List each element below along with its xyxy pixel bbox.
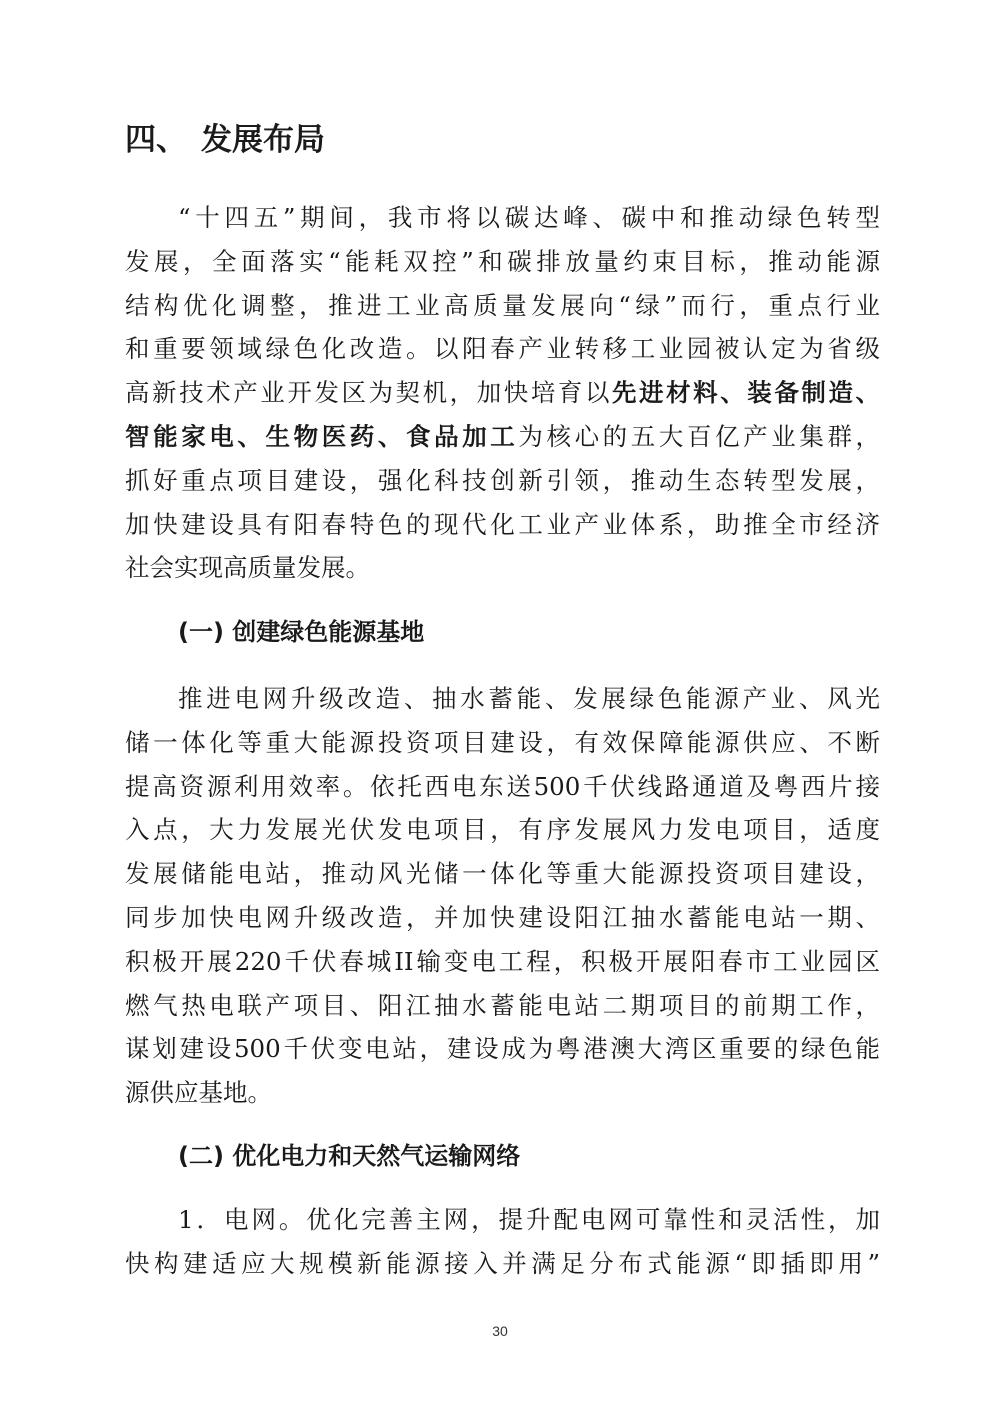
text-line: 谋划建设500千伏变电站，建设成为粤港澳大湾区重要的绿色能	[125, 1034, 880, 1064]
text-line: 加快建设具有阳春特色的现代化工业产业体系，助推全市经济	[125, 509, 880, 539]
text-line: “十四五”期间，我市将以碳达峰、碳中和推动绿色转型	[178, 203, 880, 232]
industry-biomedicine: 生物医药	[265, 421, 378, 451]
text-line: 提高资源利用效率。依托西电东送500千伏线路通道及粤西片接	[125, 771, 880, 801]
bold-separator: 、	[377, 421, 406, 451]
text-line	[125, 415, 880, 459]
subsection-heading: (二) 优化电力和天然气运输网络	[178, 1142, 521, 1170]
text-line: 入点，大力发展光伏发电项目，有序发展风力发电项目，适度	[125, 815, 880, 845]
subsection-heading: (一) 创建绿色能源基地	[178, 618, 425, 646]
text-line: 1．电网。优化完善主网，提升配电网可靠性和灵活性，加	[178, 1205, 880, 1234]
text-line: 同步加快电网升级改造，并加快建设阳江抽水蓄能电站一期、	[125, 902, 880, 932]
text-line	[125, 371, 880, 415]
text-line: 发展，全面落实“能耗双控”和碳排放量约束目标，推动能源	[125, 246, 880, 276]
text-line: 积极开展220千伏春城II输变电工程，积极开展阳春市工业园区	[125, 946, 880, 976]
text-line: 社会实现高质量发展。	[125, 553, 370, 583]
text-line: 储一体化等重大能源投资项目建设，有效保障能源供应、不断	[125, 727, 880, 757]
text-line: 源供应基地。	[125, 1078, 272, 1108]
bold-separator: 、	[237, 421, 266, 451]
industry-smart-appliances: 智能家电	[125, 421, 238, 451]
section-number: 四、	[125, 122, 187, 158]
text-line: 和重要领域绿色化改造。以阳春产业转移工业园被认定为省级	[125, 334, 880, 364]
industry-food-processing: 食品加工	[406, 421, 519, 451]
subsection-2-paragraph	[125, 1198, 880, 1286]
industry-equipment-manufacturing: 装备制造	[747, 378, 856, 408]
section-heading	[125, 118, 325, 162]
bold-separator: 、	[855, 378, 881, 408]
text-line: 结构优化调整，推进工业高质量发展向“绿”而行，重点行业	[125, 290, 880, 320]
subsection-1-paragraph	[125, 677, 880, 1115]
page-number: 30	[492, 1323, 508, 1339]
text-line: 发展储能电站，推动风光储一体化等重大能源投资项目建设，	[125, 859, 880, 889]
section-title-text: 发展布局	[201, 122, 325, 158]
text-line: 抓好重点项目建设，强化科技创新引领，推动生态转型发展，	[125, 465, 880, 495]
text-line: 推进电网升级改造、抽水蓄能、发展绿色能源产业、风光	[178, 684, 880, 713]
text-run: 高新技术产业开发区为契机，加快培育以	[125, 378, 612, 408]
intro-paragraph	[125, 196, 880, 590]
industry-advanced-materials: 先进材料	[612, 378, 721, 408]
bold-separator: 、	[720, 378, 748, 408]
text-line: 快构建适应大规模新能源接入并满足分布式能源“即插即用”	[125, 1248, 880, 1278]
text-line: 燃气热电联产项目、阳江抽水蓄能电站二期项目的前期工作，	[125, 990, 880, 1020]
text-run: 为核心的五大百亿产业集群，	[518, 421, 881, 451]
